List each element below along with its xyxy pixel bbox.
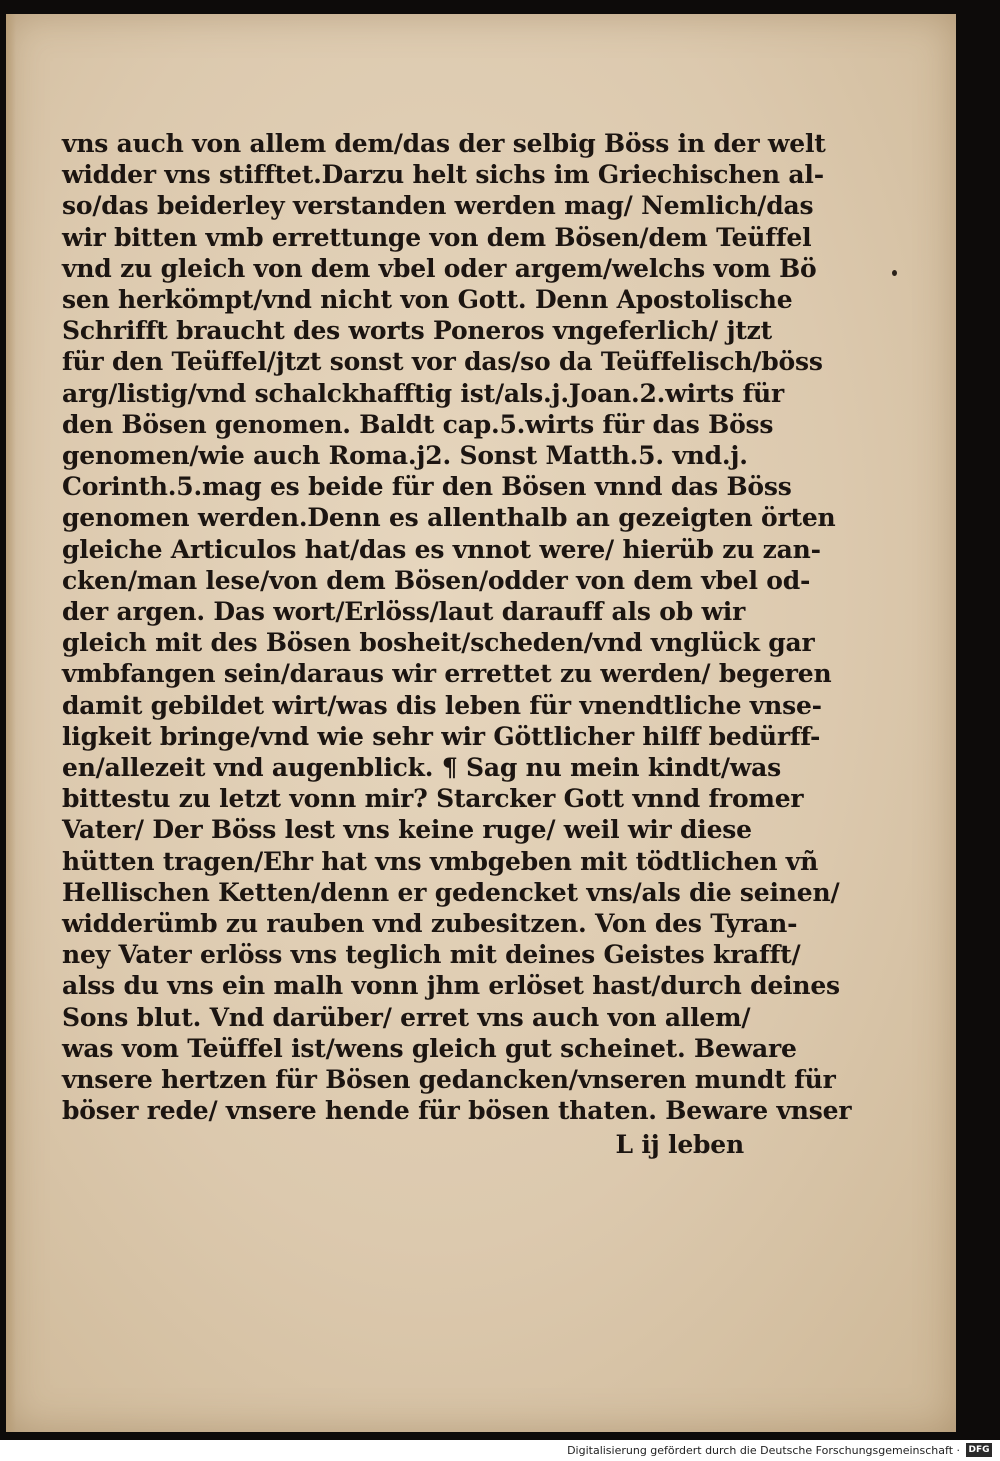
text-line: den Bösen genomen. Baldt cap.5.wirts für das Böss <box>62 409 774 439</box>
text-line: Hellischen Ketten/denn er gedencket vns/als die seinen/ <box>62 877 840 907</box>
text-line: gleich mit des Bösen bosheit/scheden/vnd vnglück gar <box>62 628 815 658</box>
text-line: bittestu zu letzt vonn mir? Starcker Gott vnnd fromer <box>62 784 804 814</box>
text-line: wir bitten vmb errettunge von dem Bösen/dem Teüffel <box>62 222 812 252</box>
text-line: für den Teüffel/jtzt sonst vor das/so da Teüffelisch/böss <box>62 347 823 377</box>
text-line: der argen. Das wort/Erlöss/laut darauff als ob wir <box>62 597 746 627</box>
text-line: vns auch von allem dem/das der selbig Böss in der welt <box>62 129 826 158</box>
text-line: en/allezeit vnd augenblick. ¶ Sag nu mein kindt/was <box>62 753 781 783</box>
text-line: sen herkömpt/vnd nicht von Gott. Denn Apostolische <box>62 285 793 315</box>
text-line: hütten tragen/Ehr hat vns vmbgeben mit tödtlichen vñ <box>62 846 819 876</box>
text-line: cken/man lese/von dem Bösen/odder von dem vbel od- <box>62 565 811 595</box>
page-text <box>62 128 852 1160</box>
text-line: was vom Teüffel ist/wens gleich gut scheinet. Beware <box>62 1033 797 1063</box>
signature-catchword: L ij leben <box>615 1129 744 1159</box>
ink-spot <box>892 270 897 276</box>
text-line: genomen/wie auch Roma.j2. Sonst Matth.5. vnd.j. <box>62 441 748 471</box>
funding-credit: Digitalisierung gefördert durch die Deutsche Forschungsgemeinschaft · <box>567 1444 960 1457</box>
footer-bar <box>0 1440 1000 1461</box>
text-line: vnd zu gleich von dem vbel oder argem/welchs vom Bö <box>62 253 817 283</box>
text-line: Corinth.5.mag es beide für den Bösen vnnd das Böss <box>62 472 792 502</box>
text-line: böser rede/ vnsere hende für bösen thaten. Beware vnser <box>62 1096 852 1126</box>
text-line: genomen werden.Denn es allenthalb an gezeigten örten <box>62 503 836 533</box>
text-line: Schrifft braucht des worts Poneros vngeferlich/ jtzt <box>62 316 773 346</box>
text-line: damit gebildet wirt/was dis leben für vnendtliche vnse- <box>62 690 822 720</box>
text-line: gleiche Articulos hat/das es vnnot were/ hierüb zu zan- <box>62 534 821 564</box>
page-edge <box>6 14 16 1432</box>
text-line: so/das beiderley verstanden werden mag/ Nemlich/das <box>62 191 814 221</box>
dfg-logo: DFG <box>966 1443 992 1457</box>
text-line: ney Vater erlöss vns teglich mit deines Geistes krafft/ <box>62 940 801 970</box>
text-line: vnsere hertzen für Bösen gedancken/vnseren mundt für <box>62 1065 836 1095</box>
text-line: Sons blut. Vnd darüber/ erret vns auch von allem/ <box>62 1002 751 1032</box>
text-line: alss du vns ein malh vonn jhm erlöset hast/durch deines <box>62 971 840 1001</box>
text-line: arg/listig/vnd schalckhafftig ist/als.j.Joan.2.wirts für <box>62 378 784 408</box>
text-line: vmbfangen sein/daraus wir errettet zu werden/ begeren <box>62 659 832 689</box>
text-line: ligkeit bringe/vnd wie sehr wir Göttlicher hilff bedürff- <box>62 721 821 751</box>
text-line: Vater/ Der Böss lest vns keine ruge/ weil wir diese <box>62 815 752 845</box>
text-line: widderümb zu rauben vnd zubesitzen. Von des Tyran- <box>62 909 798 939</box>
text-line: widder vns stifftet.Darzu helt sichs im Griechischen al- <box>62 160 824 190</box>
